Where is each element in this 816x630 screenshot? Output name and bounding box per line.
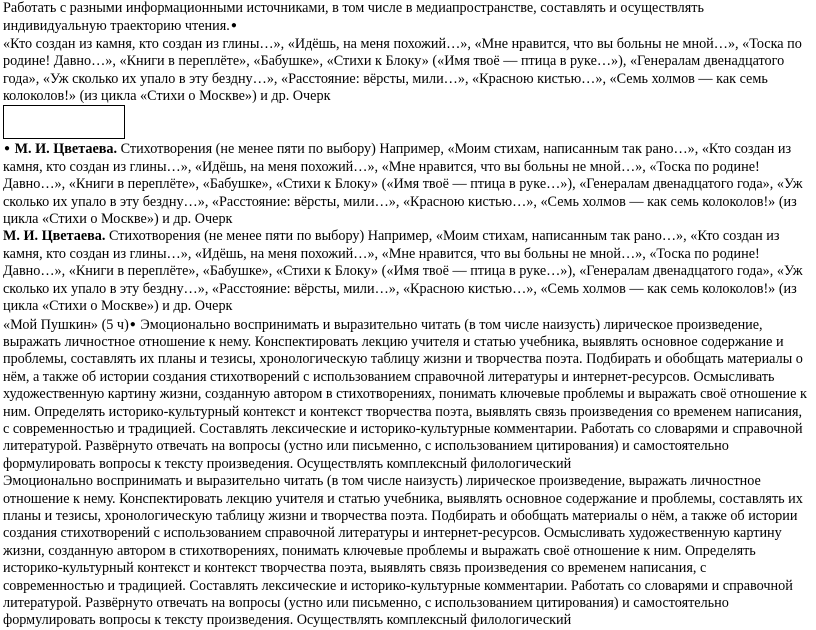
paragraph-text: Эмоционально воспринимать и выразительно читать (в том числе наизусть) лирическое произведение, выражать личностное отношение к нему. Конспектировать лекцию учителя и статью учебника, выявлять основное содержание и проблемы, составлять их планы и тезисы, хронологическую таблицу жизни и творчества поэта. Подбирать и обобщать материалы о нём, а также об истории создания стихотворений с использованием справочной литературы и интернет-ресурсов. Осмысливать художественную картину жизни, созданную автором в стихотворениях, понимать ключевые проблемы и выражать своё отношение к ним. Определять историко-культурный контекст и контекст творчества поэта, выявлять связь произведения со временем написания, с современностью и традицией. Составлять лексические и историко-культурные комментарии. Работать со словарями и справочной литературой. Развёрнуто отвечать на вопросы (устно или письменно, с использованием цитирования) и самостоятельно формулировать вопросы к тексту произведения. Осуществлять комплексный филологический xyxy=(3,316,807,472)
paragraph-text: Стихотворения (не менее пяти по выбору) Например, «Моим стихам, написанным так рано…», «Кто создан из камня, кто создан из глины…», «Идёшь, на меня похожий…», «Мне нравится, что вы больны не мной…», «Тоска по родине! Давно…», «Книги в переплёте», «Бабушке», «Стихи к Блоку» («Имя твоё — птица в руке…»), «Генералам двенадцатого года», «Уж сколько их упало в эту бездну…», «Расстояние: вёрсты, мили…», «Красною кистью…», «Семь холмов — как семь колоколов!» (из цикла «Стихи о Москве») и др. Очерк xyxy=(3,228,803,315)
bullet-icon: ● xyxy=(230,20,237,32)
paragraph-my-pushkin xyxy=(3,316,809,474)
author-name: М. И. Цветаева. xyxy=(3,228,106,245)
bullet-icon: ● xyxy=(129,318,136,330)
bullet-icon: ● xyxy=(4,143,11,155)
paragraph-reading-trajectory xyxy=(3,0,809,105)
author-name: М. И. Цветаева. xyxy=(14,141,118,158)
paragraph-text: Работать с разными информационными источниками, в том числе в медиапространстве, составлять и осуществлять индивидуальную траекторию чтения. xyxy=(3,0,704,35)
paragraph-activities xyxy=(3,473,809,630)
paragraph-text: «Кто создан из камня, кто создан из глины…», «Идёшь, на меня похожий…», «Мне нравится, что вы больны не мной…», «Тоска по родине! Давно…», «Книги в переплёте», «Бабушке», «Стихи к Блоку» («Имя твоё — птица в руке…»), «Генералам двенадцатого года», «Уж сколько их упало в эту бездну…», «Расстояние: вёрсты, мили…», «Красною кистью…», «Семь холмов — как семь колоколов!» (из цикла «Стихи о Москве») и др. Очерк xyxy=(3,35,802,105)
paragraph-text: Эмоционально воспринимать и выразительно читать (в том числе наизусть) лирическое произведение, выражать личностное отношение к нему. Конспектировать лекцию учителя и статью учебника, выявлять основное содержание и проблемы, составлять их планы и тезисы, хронологическую таблицу жизни и творчества поэта. Подбирать и обобщать материалы о нём, а также об истории создания стихотворений с использованием справочной литературы и интернет-ресурсов. Осмысливать художественную картину жизни, созданную автором в стихотворениях, понимать ключевые проблемы и выражать своё отношение к ним. Определять историко-культурный контекст и контекст творчества поэта, выявлять связь произведения со временем написания, с современностью и традицией. Составлять лексические и историко-культурные комментарии. Работать со словарями и справочной литературой. Развёрнуто отвечать на вопросы (устно или письменно, с использованием цитирования) и самостоятельно формулировать вопросы к тексту произведения. Осуществлять комплексный филологический xyxy=(3,473,803,629)
document-page xyxy=(3,0,809,630)
paragraph-text: Стихотворения (не менее пяти по выбору) Например, «Моим стихам, написанным так рано…», «Кто создан из камня, кто создан из глины…», «Идёшь, на меня похожий…», «Мне нравится, что вы больны не мной…», «Тоска по родине! Давно…», «Книги в переплёте», «Бабушке», «Стихи к Блоку» («Имя твоё — птица в руке…»), «Генералам двенадцатого года», «Уж сколько их упало в эту бездну…», «Расстояние: вёрсты, мили…», «Красною кистью…», «Семь холмов — как семь колоколов!» (из цикла «Стихи о Москве») и др. Очерк xyxy=(3,141,803,228)
paragraph-tsvetaeva-2 xyxy=(3,228,809,315)
paragraph-text: «Мой Пушкин» (5 ч) xyxy=(3,316,129,333)
empty-table-cell xyxy=(3,105,125,139)
paragraph-tsvetaeva-1 xyxy=(3,140,809,228)
